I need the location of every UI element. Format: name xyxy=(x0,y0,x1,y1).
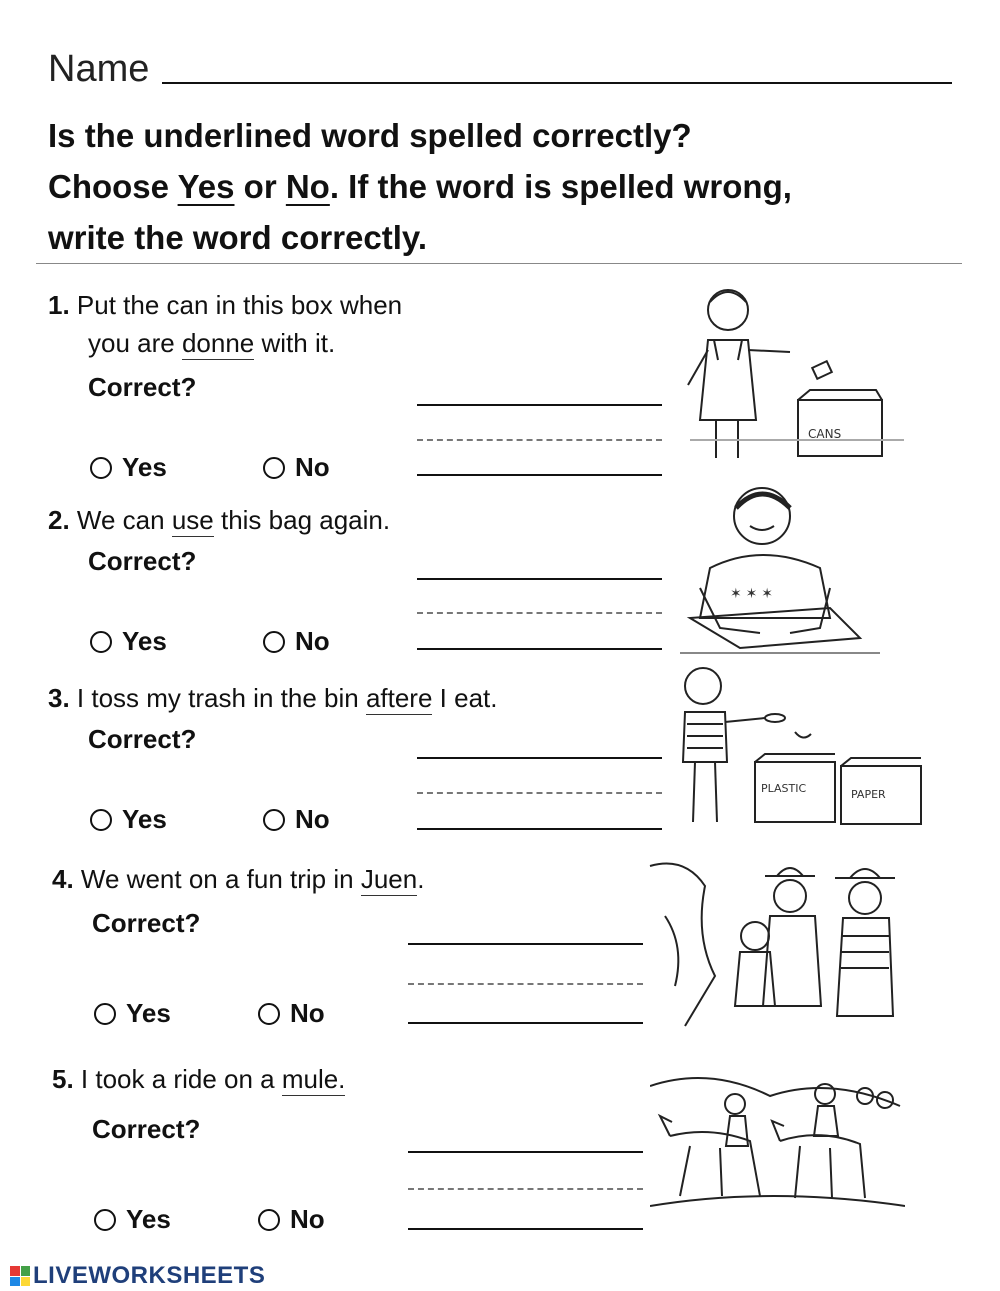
yes-radio[interactable] xyxy=(90,631,112,653)
dashed-guide-line xyxy=(408,1188,643,1190)
yes-radio[interactable] xyxy=(90,809,112,831)
question-number: 2. xyxy=(48,505,70,535)
no-option[interactable]: No xyxy=(263,452,330,483)
child-folding-bag-illustration xyxy=(680,478,880,663)
answer-baseline[interactable] xyxy=(417,474,662,476)
yes-option[interactable]: Yes xyxy=(94,998,171,1029)
instructions-line-1: Is the underlined word spelled correctly? xyxy=(48,117,692,154)
instructions xyxy=(48,110,978,263)
answer-baseline[interactable] xyxy=(408,1022,643,1024)
no-radio[interactable] xyxy=(263,631,285,653)
question-number: 5. xyxy=(52,1064,74,1094)
no-word: No xyxy=(285,168,330,205)
underlined-word: aftere xyxy=(365,683,433,713)
dashed-guide-line xyxy=(408,983,643,985)
answer-line[interactable] xyxy=(408,1151,643,1153)
question-number: 4. xyxy=(52,864,74,894)
no-radio[interactable] xyxy=(258,1209,280,1231)
answer-baseline[interactable] xyxy=(417,648,662,650)
correct-label: Correct? xyxy=(88,546,197,576)
plastic-label: PLASTIC xyxy=(761,782,807,795)
girl-recycling-can-illustration xyxy=(680,280,910,470)
no-radio[interactable] xyxy=(263,457,285,479)
no-option[interactable]: No xyxy=(263,804,330,835)
answer-line[interactable] xyxy=(417,578,662,580)
dashed-guide-line xyxy=(417,792,662,794)
yes-option[interactable]: Yes xyxy=(90,452,167,483)
underlined-word: mule. xyxy=(281,1064,346,1094)
no-option[interactable]: No xyxy=(258,998,325,1029)
yes-radio[interactable] xyxy=(90,457,112,479)
no-radio[interactable] xyxy=(263,809,285,831)
no-radio[interactable] xyxy=(258,1003,280,1025)
instructions-line-3: write the word correctly. xyxy=(48,219,427,256)
dashed-guide-line xyxy=(417,439,662,441)
name-label: Name xyxy=(48,48,150,90)
paper-label: PAPER xyxy=(851,788,886,801)
yes-option[interactable]: Yes xyxy=(90,626,167,657)
yes-radio[interactable] xyxy=(94,1003,116,1025)
instructions-line-2: Choose Yes or No. If the word is spelled wrong, xyxy=(48,168,792,205)
boy-trash-bins-illustration xyxy=(675,662,935,832)
no-option[interactable]: No xyxy=(263,626,330,657)
divider xyxy=(36,263,962,264)
underlined-word: Juen xyxy=(360,864,418,894)
question-number: 3. xyxy=(48,683,70,713)
correct-label: Correct? xyxy=(92,1114,201,1144)
family-trip-illustration xyxy=(645,856,910,1036)
svg-text:✶ ✶ ✶: ✶ ✶ ✶ xyxy=(730,585,773,601)
yes-option[interactable]: Yes xyxy=(90,804,167,835)
underlined-word: donne xyxy=(181,328,255,358)
answer-line[interactable] xyxy=(408,943,643,945)
answer-baseline[interactable] xyxy=(408,1228,643,1230)
bin-label: CANS xyxy=(808,427,842,441)
correct-label: Correct? xyxy=(88,372,197,402)
answer-line[interactable] xyxy=(417,404,662,406)
answer-line[interactable] xyxy=(417,757,662,759)
brand-name: LIVEWORKSHEETS xyxy=(33,1262,266,1289)
question-number: 1. xyxy=(48,290,70,320)
liveworksheets-logo xyxy=(10,1262,265,1290)
answer-baseline[interactable] xyxy=(417,828,662,830)
question-text-a: Put the can in this box when xyxy=(76,290,403,320)
correct-label: Correct? xyxy=(88,724,197,754)
logo-grid-icon xyxy=(10,1266,30,1286)
name-input-line[interactable] xyxy=(162,82,952,84)
no-option[interactable]: No xyxy=(258,1204,325,1235)
underlined-word: use xyxy=(171,505,214,535)
dashed-guide-line xyxy=(417,612,662,614)
correct-label: Correct? xyxy=(92,908,201,938)
yes-word: Yes xyxy=(177,168,235,205)
yes-radio[interactable] xyxy=(94,1209,116,1231)
mule-ride-illustration xyxy=(650,1066,905,1216)
yes-option[interactable]: Yes xyxy=(94,1204,171,1235)
